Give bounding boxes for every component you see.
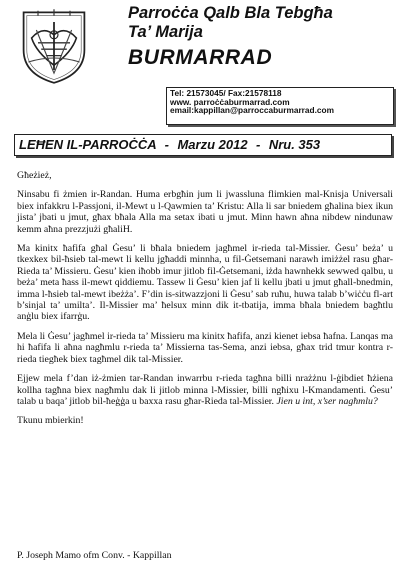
banner-separator: - [256,137,261,152]
parish-logo-icon [14,6,94,86]
contact-phone: Tel: 21573045/ Fax:21578118 [170,88,282,98]
letter-body [17,170,393,435]
letter-paragraph [17,373,393,407]
paragraph-text: Ejjew mela f’dan iż-żmien tar-Randan inwarrbu r-rieda tagħna billi nrażżnu l-ġibdiet ħżiena kollha tagħna biex nagħmlu dak li jitlob minna l-Missier, billi ngħixu l-Kmandamenti. Ġesu’ talab u baqa’ jitlob bil-ħeġġa u baxxa rasu għar-Rieda tal-Missier. [17,373,393,407]
title-line-2: Ta’ Marija [128,23,203,41]
newsletter-banner [14,134,392,156]
banner-separator: - [164,137,170,152]
contact-box [166,87,394,125]
emphasis-question: Jien u int, x’ser nagħmlu? [276,395,378,407]
title-line-1: Parroċċa Qalb Bla Tebgħa [128,4,333,22]
letter-greeting: Għeżież, [17,170,52,181]
title-line-3: BURMARRAD [128,46,273,69]
contact-email[interactable]: email:kappillan@parroccaburmarrad.com [170,105,334,116]
letter-paragraph: Ma kinitx ħafifa għal Ġesu’ li bħala bniedem jagħmel ir-rieda tal-Missier. Ġesu’ beża’ u tkexkex bil-ħsieb tal-mewt li kellu jgħaddi minnha, u fil-Ġetsemani narawh imiżżel rasu għar-Rieda ta’ Missieru. Ġesu’ kien iħobb imur jitlob fil-Ġetsemani, iżda hawnhekk sewwed qalbu, u beża’ meta ħass il-mewt qiddiemu. Tassew li Ġesu’ kien jaf li kellu jbati u jmut għall-bnedmin, imma l-ħsieb tal-mewt ibeżża’. F’din is-sitwazzjoni li Ġesu’ sab ruħu, huwa talab b’wiċċu fl-art b’sinjal ta’ umilta’. Il-Missier ma’ ħelsux minn dik it-tbatija, imma bħala bniedem bagħtlu anġlu biex ifarrġu. [17,243,393,323]
issue-date: Marzu 2012 [177,137,248,152]
parish-title [128,4,404,71]
newsletter-name: LEĦEN IL-PARROĊĊA [19,137,157,152]
letter-signature: P. Joseph Mamo ofm Conv. - Kappillan [17,550,172,561]
letter-paragraph: Ninsabu fi żmien ir-Randan. Huma erbgħin jum li jwassluna flimkien mal-Knisja Universali biex infakkru l-Passjoni, il-Mewt u l-Qawmien ta’ Kristu: Alla li sar bniedem għalina biex ikun jista’ jbati u jmut, għax bħala Alla ma setax ibati u jmut. Minn hawn aħna nibdew nindunaw kemm aħna prezzjużi għaliH. [17,189,393,235]
letter-closing: Tkunu mbierkin! [17,415,84,427]
issue-number: Nru. 353 [268,137,321,152]
letter-paragraph: Mela li Ġesu’ jagħmel ir-rieda ta’ Missieru ma kinitx ħafifa, anzi kienet iebsa ħafna. Lanqas ma hi ħafifa li aħna nagħmlu r-rieda ta’ Missierna tas-Sema, anzi iebsa, għax trid tmur kontra r-rieda tiegħek biex tagħmel dik tal-Missier. [17,330,393,365]
contact-website[interactable]: www. parroċċaburmarrad.com [170,96,290,107]
